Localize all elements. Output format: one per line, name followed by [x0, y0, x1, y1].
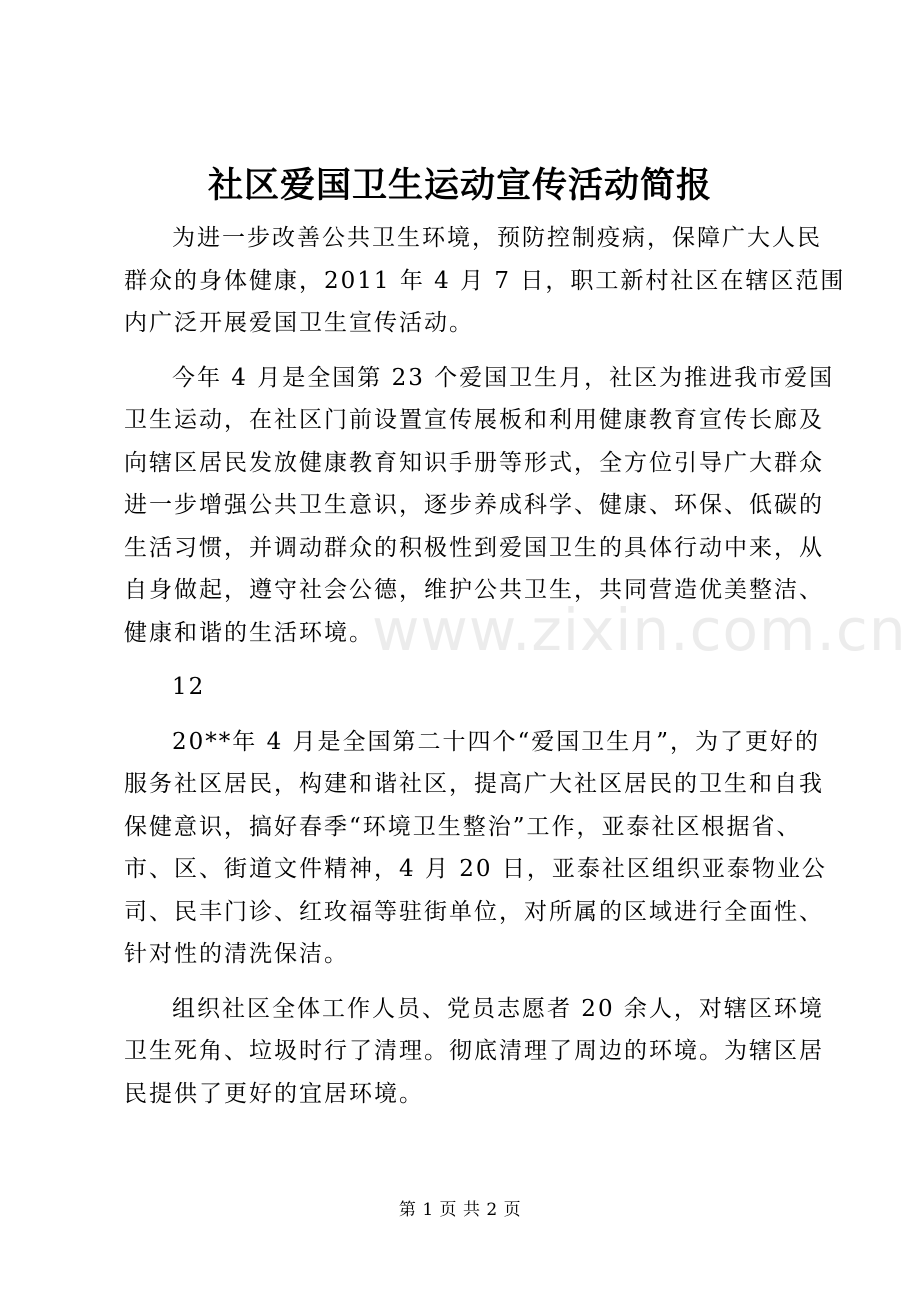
paragraph-gap — [124, 654, 824, 666]
paragraph-line: 进一步增强公共卫生意识，逐步养成科学、健康、环保、低碳的 — [124, 492, 824, 518]
paragraph-3 — [124, 666, 824, 709]
paragraph-4 — [124, 721, 827, 976]
paragraph-line: 卫生运动，在社区门前设置宣传展板和利用健康教育宣传长廊及 — [124, 407, 824, 433]
paragraph-line: 服务社区居民，构建和谐社区，提高广大社区居民的卫生和自我 — [124, 771, 824, 797]
watermark: www.zixin.com.cn — [372, 596, 907, 664]
paragraph-line: 向辖区居民发放健康教育知识手册等形式，全方位引导广大群众 — [124, 449, 824, 476]
paragraph-gap — [124, 709, 824, 721]
page-footer: 第 1 页 共 2 页 — [398, 1200, 522, 1220]
paragraph-line: 民提供了更好的宜居环境。 — [124, 1080, 424, 1107]
paragraph-line: 为进一步改善公共卫生环境，预防控制疫病，保障广大人民 — [172, 225, 822, 251]
paragraph-line: 保健意识，搞好春季“环境卫生整治”工作，亚泰社区根据省、 — [124, 813, 802, 840]
paragraph-line: 市、区、街道文件精神，4 月 20 日，亚泰社区组织亚泰物业公 — [124, 856, 827, 882]
document-body — [124, 217, 846, 1115]
paragraph-gap — [124, 345, 824, 357]
paragraph-5 — [124, 988, 824, 1116]
paragraph-line: 卫生死角、垃圾时行了清理。彻底清理了周边的环境。为辖区居 — [124, 1038, 824, 1064]
paragraph-line: 今年 4 月是全国第 23 个爱国卫生月，社区为推进我市爱国 — [172, 364, 835, 391]
paragraph-line: 内广泛开展爱国卫生宣传活动。 — [124, 310, 474, 336]
paragraph-line: 生活习惯，并调动群众的积极性到爱国卫生的具体行动中来，从 — [124, 534, 824, 561]
paragraph-line: 20**年 4 月是全国第二十四个“爱国卫生月”，为了更好的 — [172, 728, 821, 755]
paragraph-line: 组织社区全体工作人员、党员志愿者 20 余人，对辖区环境 — [172, 995, 824, 1022]
paragraph-line: 12 — [172, 674, 206, 700]
paragraph-gap — [124, 976, 824, 988]
paragraph-line: 针对性的清洗保洁。 — [124, 941, 349, 967]
paragraph-line: 自身做起，遵守社会公德，维护公共卫生，共同营造优美整洁、 — [124, 577, 824, 603]
paragraph-line: 司、民丰门诊、红玫福等驻街单位，对所属的区域进行全面性、 — [124, 898, 824, 925]
document-title: 社区爱国卫生运动宣传活动简报 — [207, 165, 712, 206]
paragraph-line: 群众的身体健康，2011 年 4 月 7 日，职工新村社区在辖区范围 — [124, 267, 846, 294]
paragraph-1 — [124, 217, 846, 345]
paragraph-2 — [124, 357, 835, 655]
paragraph-line: 健康和谐的生活环境。 — [124, 619, 374, 646]
